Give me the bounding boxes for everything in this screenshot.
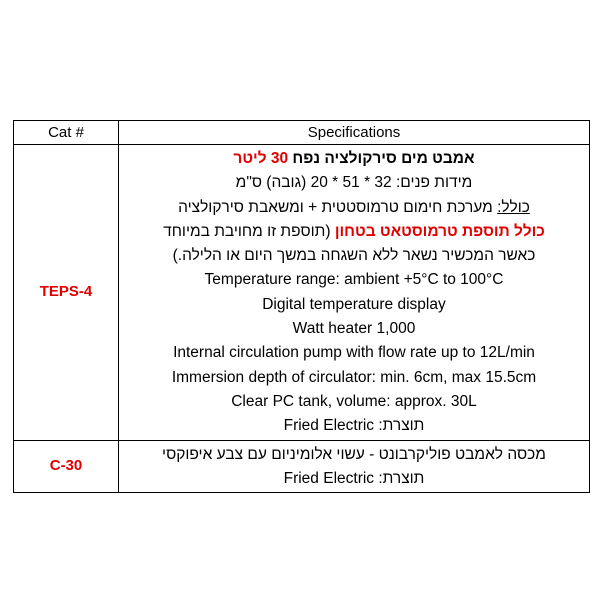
spec-cell <box>119 440 590 492</box>
spec-display: Digital temperature display <box>262 295 446 313</box>
header-cat: Cat # <box>14 121 119 145</box>
spec-cell <box>119 145 590 441</box>
header-specifications: Specifications <box>119 121 590 145</box>
spec-heater: Watt heater 1,000 <box>292 320 416 338</box>
spec-title: אמבט מים סירקולציה נפח 30 ליטר <box>233 150 475 167</box>
table-row <box>14 145 590 441</box>
spec-description: מכסה לאמבט פוליקרבונט - עשוי אלומיניום עם צבע איפוקסי <box>162 445 546 463</box>
spec-note: כאשר המכשיר נשאר ללא השגחה במשך היום או הלילה.) <box>172 247 536 265</box>
table-row <box>14 440 590 492</box>
cat-number-text: TEPS-4 <box>39 283 93 301</box>
spec-table <box>13 120 590 493</box>
spec-maker: תוצרת: Fried Electric <box>283 417 425 435</box>
spec-dimensions: מידות פנים: 32 * 51 * 20 (גובה) ס"מ <box>235 174 473 192</box>
cat-number-text: C-30 <box>49 457 83 475</box>
spec-temperature-range: Temperature range: ambient +5°C to 100°C <box>204 271 504 289</box>
spec-volume: 30 ליטר <box>233 150 289 167</box>
spec-tank: Clear PC tank, volume: approx. 30L <box>231 392 477 410</box>
cat-number <box>14 145 119 441</box>
spec-maker: תוצרת: Fried Electric <box>283 469 425 487</box>
spec-thermostat: כולל תוספת טרמוסטאט בטחון (תוספת זו מחויבת במיוחד <box>163 222 545 240</box>
cat-number <box>14 440 119 492</box>
spec-includes: כולל: מערכת חימום טרמוסטטית + ומשאבת סירקולציה <box>178 198 530 216</box>
header-row <box>14 121 590 145</box>
spec-immersion: Immersion depth of circulator: min. 6cm, max 15.5cm <box>171 368 537 386</box>
spec-pump: Internal circulation pump with flow rate up to 12L/min <box>173 344 535 362</box>
